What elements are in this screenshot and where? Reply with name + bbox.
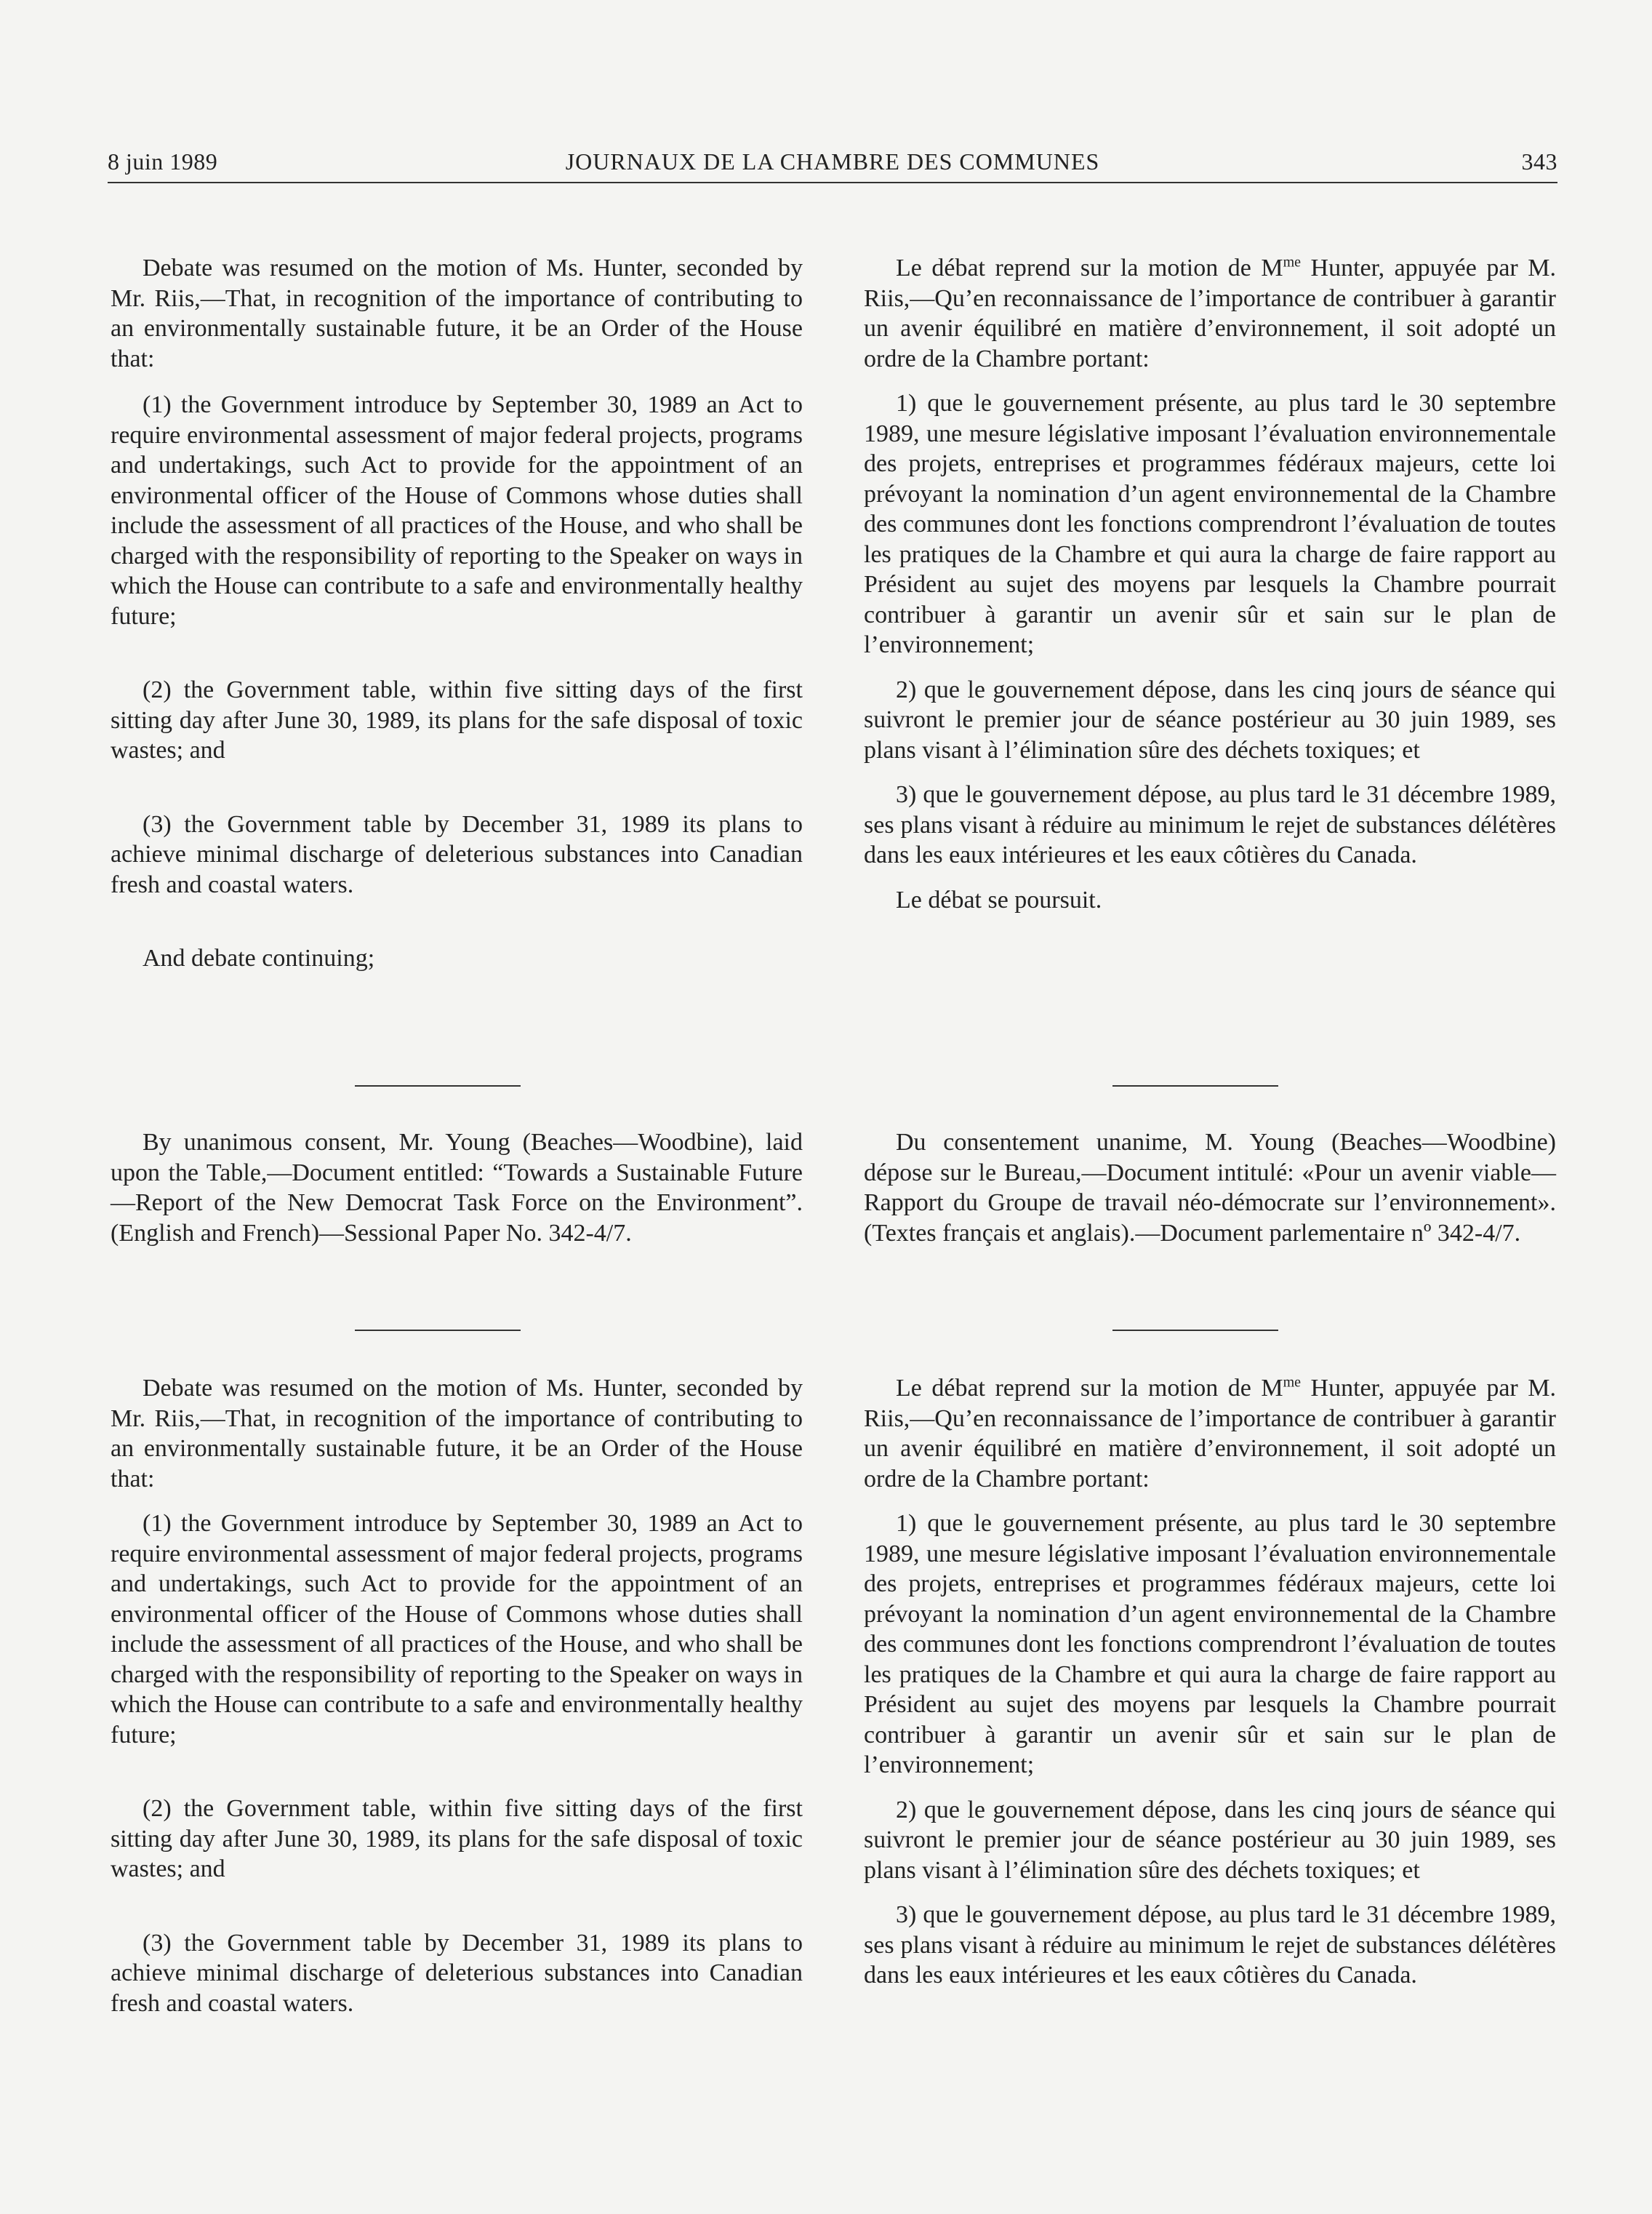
motion-intro-fr: [864, 253, 1556, 374]
motion-item2-en: (2) the Government table, within five sitting days of the first sitting day after June 30, 1989, its plans for the safe disposal of toxic wastes; and: [111, 676, 803, 764]
separator-fr-2: [1112, 1330, 1278, 1331]
motion-item1-en: (1) the Government introduce by September 30, 1989 an Act to require environmental assessment of major federal projects, programs and undertakings, such Act to provide for the appointment of an environmental officer of the House of Commons whose duties shall include the assessment of all practices of the House, and who shall be charged with the responsibility of reporting to the Speaker on ways in which the House can contribute to a safe and environmentally healthy future;: [111, 391, 803, 630]
section1-french: [864, 253, 1556, 915]
debate-continuing-fr: Le débat se poursuit.: [896, 886, 1102, 914]
motion2-intro-fr: [864, 1373, 1556, 1494]
section2-english: [111, 1127, 803, 1248]
sessional-paper-en: By unanimous consent, Mr. Young (Beaches—Woodbine), laid upon the Table,—Document entitled: “Towards a Sustainable Future—Report of the New Democrat Task Force on the Environment”. (English and French)—Sessional Paper No. 342-4/7.: [111, 1129, 803, 1247]
motion2-item2-en: (2) the Government table, within five sitting days of the first sitting day after June 30, 1989, its plans for the safe disposal of toxic wastes; and: [111, 1795, 803, 1882]
section1-english: [111, 253, 803, 974]
motion2-intro-fr-b: Hunter, appuyée par M. Riis,—Qu’en reconnaissance de l’importance de contribuer à garantir un avenir équilibré en matière d’environnement, il soit adopté un ordre de la Chambre portant:: [864, 1375, 1556, 1492]
motion-intro-fr-sup: me: [1283, 254, 1302, 271]
motion-item2-fr: 2) que le gouvernement dépose, dans les cinq jours de séance qui suivront le premier jour de séance postérieur au 30 juin 1989, ses plans visant à l’élimination sûre des déchets toxiques; et: [864, 676, 1556, 764]
motion-item3-en: (3) the Government table by December 31, 1989 its plans to achieve minimal discharge of deleterious substances into Canadian fresh and coastal waters.: [111, 810, 803, 898]
motion-item3-fr: 3) que le gouvernement dépose, au plus tard le 31 décembre 1989, ses plans visant à réduire au minimum le rejet de substances délétères dans les eaux intérieures et les eaux côtières du Canada.: [864, 781, 1556, 868]
motion2-intro-en: Debate was resumed on the motion of Ms. Hunter, seconded by Mr. Riis,—That, in recognition of the importance of contributing to an environmentally sustainable future, it be an Order of the House that:: [111, 1375, 803, 1492]
motion2-item2-fr: 2) que le gouvernement dépose, dans les cinq jours de séance qui suivront le premier jour de séance postérieur au 30 juin 1989, ses plans visant à l’élimination sûre des déchets toxiques; et: [864, 1796, 1556, 1884]
motion2-item3-fr: 3) que le gouvernement dépose, au plus tard le 31 décembre 1989, ses plans visant à réduire au minimum le rejet de substances délétères dans les eaux intérieures et les eaux côtières du Canada.: [864, 1901, 1556, 1989]
motion-intro-fr-b: Hunter, appuyée par M. Riis,—Qu’en reconnaissance de l’importance de contribuer à garantir un avenir équilibré en matière d’environnement, il soit adopté un ordre de la Chambre portant:: [864, 255, 1556, 372]
sessional-paper-fr: Du consentement unanime, M. Young (Beaches—Woodbine) dépose sur le Bureau,—Document intitulé: «Pour un avenir viable—Rapport du Groupe de travail néo-démocrate sur l’environnement». (Textes français et anglais).—Document parlementaire nº 342-4/7.: [864, 1129, 1556, 1247]
header-title: JOURNAUX DE LA CHAMBRE DES COMMUNES: [565, 148, 1100, 175]
motion2-item3-en: (3) the Government table by December 31, 1989 its plans to achieve minimal discharge of deleterious substances into Canadian fresh and coastal waters.: [111, 1929, 803, 2017]
separator-en-2: [355, 1330, 521, 1331]
debate-continuing-en: And debate continuing;: [143, 945, 375, 972]
section2-french: [864, 1127, 1556, 1248]
header-rule: [108, 182, 1557, 183]
motion-intro-fr-a: Le débat reprend sur la motion de M: [896, 255, 1283, 281]
motion2-intro-fr-sup: me: [1283, 1374, 1302, 1391]
page-number: 343: [1521, 148, 1557, 175]
header-date: 8 juin 1989: [108, 148, 218, 175]
motion2-item1-fr: 1) que le gouvernement présente, au plus tard le 30 septembre 1989, une mesure législative imposant l’évaluation environnementale des projets, entreprises et programmes fédéraux majeurs, cette loi prévoyant la nomination d’un agent environnemental de la Chambre des communes dont les fonctions comprendront l’évaluation de toutes les pratiques de la Chambre et qui aura la charge de faire rapport au Président au sujet des moyens par lesquels la Chambre pourrait contribuer à garantir un avenir sûr et sain sur le plan de l’environnement;: [864, 1510, 1556, 1778]
motion-item1-fr: 1) que le gouvernement présente, au plus tard le 30 septembre 1989, une mesure législative imposant l’évaluation environnementale des projets, entreprises et programmes fédéraux majeurs, cette loi prévoyant la nomination d’un agent environnemental de la Chambre des communes dont les fonctions comprendront l’évaluation de toutes les pratiques de la Chambre et qui aura la charge de faire rapport au Président au sujet des moyens par lesquels la Chambre pourrait contribuer à garantir un avenir sûr et sain sur le plan de l’environnement;: [864, 390, 1556, 658]
motion-intro-en: Debate was resumed on the motion of Ms. Hunter, seconded by Mr. Riis,—That, in recognition of the importance of contributing to an environmentally sustainable future, it be an Order of the House that:: [111, 255, 803, 372]
motion2-intro-fr-a: Le débat reprend sur la motion de M: [896, 1375, 1283, 1402]
separator-fr-1: [1112, 1085, 1278, 1087]
section3-english: [111, 1373, 803, 2018]
page-header: [108, 148, 1557, 185]
motion2-item1-en: (1) the Government introduce by September 30, 1989 an Act to require environmental assessment of major federal projects, programs and undertakings, such Act to provide for the appointment of an environmental officer of the House of Commons whose duties shall include the assessment of all practices of the House, and who shall be charged with the responsibility of reporting to the Speaker on ways in which the House can contribute to a safe and environmentally healthy future;: [111, 1510, 803, 1749]
separator-en-1: [355, 1085, 521, 1087]
section3-french: [864, 1373, 1556, 1991]
